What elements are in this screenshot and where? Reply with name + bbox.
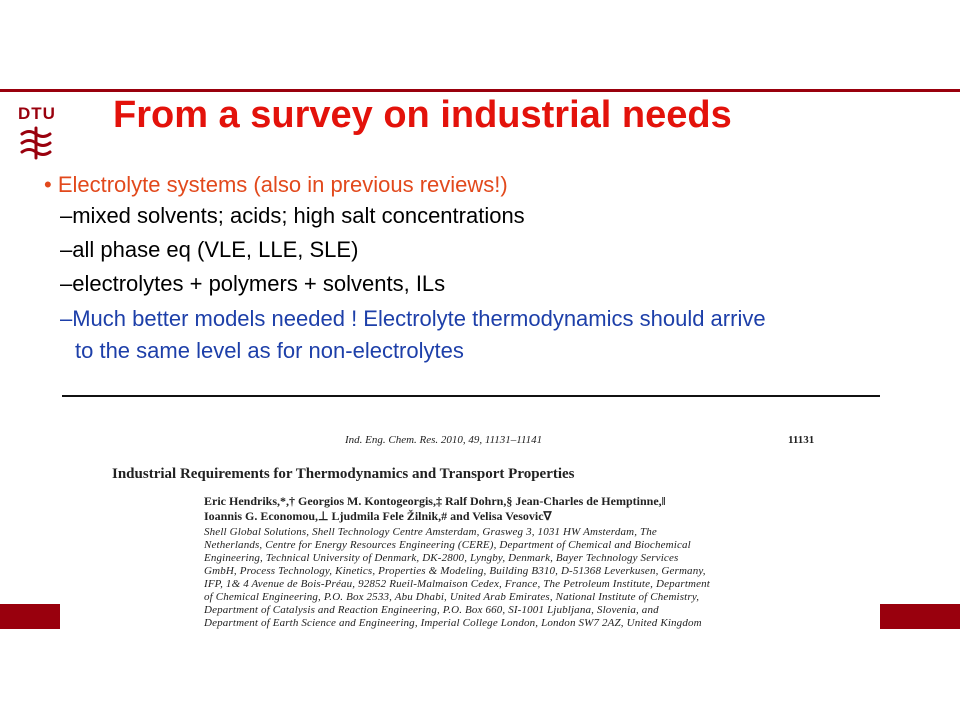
footer-bar-left [0,604,60,629]
affiliation-line: Department of Catalysis and Reaction Engineering, P.O. Box 660, SI-1001 Ljubljana, Slovenia, and [204,604,659,616]
sub-bullet-phase-eq: –all phase eq (VLE, LLE, SLE) [60,237,359,262]
affiliation-line: Department of Earth Science and Engineering, Imperial College London, London SW7 2AZ, United Kingdom [204,617,702,629]
slide-title: From a survey on industrial needs [113,94,732,136]
sub-bullet-models-line1: –Much better models needed ! Electrolyte thermodynamics should arrive [60,306,766,331]
authors-line: Ioannis G. Economou,⊥ Ljudmila Fele Žilnik,# and Velisa Vesovic∇ [204,509,552,523]
header-rule [0,89,960,92]
bullet-electrolyte-systems: • Electrolyte systems (also in previous reviews!) [44,172,508,197]
paper-authors [204,494,666,524]
sub-bullet-solvents: –mixed solvents; acids; high salt concentrations [60,203,525,228]
authors-line: Eric Hendriks,*,† Georgios M. Kontogeorgis,‡ Ralf Dohrn,§ Jean-Charles de Hemptinne,‖ [204,494,666,508]
affiliation-line: Engineering, Technical University of Denmark, DK-2800, Lyngby, Denmark, Bayer Technology Services [204,552,679,564]
paper-title: Industrial Requirements for Thermodynamics and Transport Properties [112,466,575,482]
page-number: 11131 [788,434,815,446]
affiliation-line: GmbH, Process Technology, Kinetics, Properties & Modeling, Building B310, D-51368 Leverkusen, Germany, [204,565,706,577]
footer-bar-right [880,604,960,629]
paper-affiliations [204,526,710,630]
wave-icon [20,126,52,160]
journal-citation: Ind. Eng. Chem. Res. 2010, 49, 11131–11141 [345,434,543,446]
sub-bullet-polymers: –electrolytes + polymers + solvents, ILs [60,271,446,296]
affiliation-line: Netherlands, Centre for Energy Resources Engineering (CERE), Department of Chemical and Biochemical [204,539,691,551]
logo-text: DTU [18,104,56,123]
dtu-logo [18,104,54,160]
affiliation-line: IFP, 1& 4 Avenue de Bois-Préau, 92852 Rueil-Malmaison Cedex, France, The Petroleum Institute, Department [204,578,711,590]
affiliation-line: of Chemical Engineering, P.O. Box 2533, Abu Dhabi, United Arab Emirates, National Institute of Chemistry, [204,591,700,603]
sub-bullet-models-line2: to the same level as for non-electrolytes [75,338,464,363]
divider-line [62,395,880,397]
affiliation-line: Shell Global Solutions, Shell Technology Centre Amsterdam, Grasweg 3, 1031 HW Amsterdam, The [204,526,657,538]
